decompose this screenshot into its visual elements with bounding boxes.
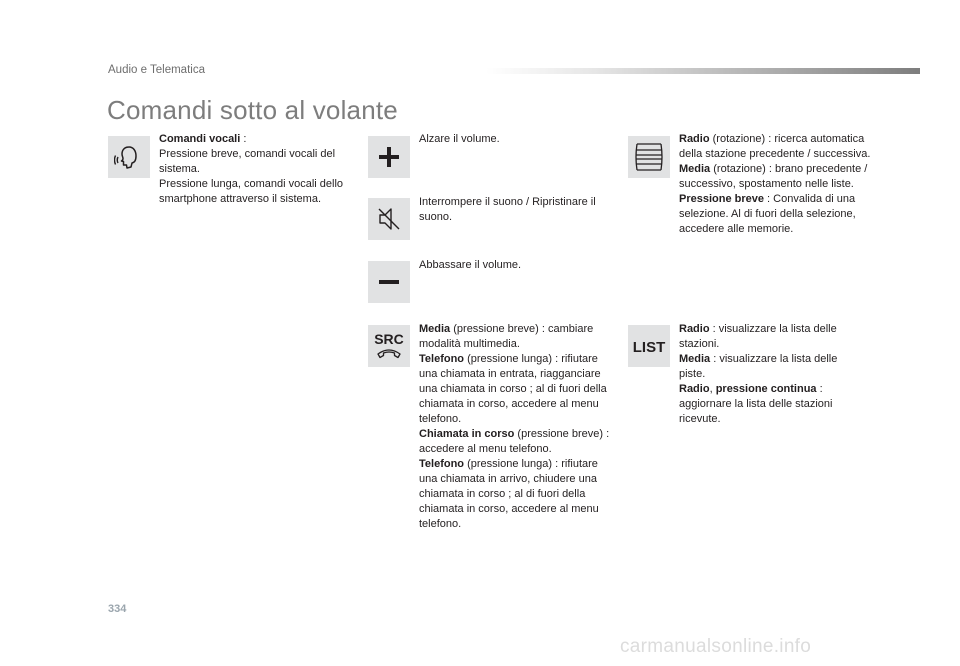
- header-gradient-bar: [486, 68, 920, 74]
- page-title: Comandi sotto al volante: [107, 95, 398, 125]
- voice-command-title: Comandi vocali: [159, 133, 241, 145]
- src-phone-icon: [368, 325, 410, 367]
- section-label: Audio e Telematica: [108, 64, 205, 76]
- thumbwheel-description: Radio (rotazione) : ricerca automatica della stazione precedente / successiva. Media (rotazione) : brano precedente / successivo, spostamento nelle liste. Pressione breve : Convalida di una selezione. Al di fuori della selezione, accedere alle memorie.: [679, 133, 871, 235]
- voice-command-icon: [108, 136, 150, 178]
- mute-icon: [368, 198, 410, 240]
- list-description: Radio : visualizzare la lista delle stazioni. Media : visualizzare la lista delle piste. Radio, pressione continua : aggiornare la lista delle stazioni ricevute.: [679, 323, 838, 425]
- list-label: LIST: [632, 339, 666, 356]
- voice-command-description: Comandi vocali : Pressione breve, comandi vocali del sistema. Pressione lunga, comandi vocali dello smartphone attraverso il sistema.: [159, 132, 347, 207]
- volume-up-description: Alzare il volume.: [419, 133, 500, 145]
- list-icon: [628, 325, 670, 367]
- voice-long-press-text: Pressione lunga, comandi vocali dello smartphone attraverso il sistema.: [159, 178, 344, 205]
- plus-icon: [368, 136, 410, 178]
- volume-down-description: Abbassare il volume.: [419, 259, 522, 271]
- src-description: Media (pressione breve) : cambiare modalità multimedia. Telefono (pressione lunga) : rifiutare una chiamata in entrata, riagganciare una chiamata in corso ; al di fuori della chiamata in corso, accedere al menu telefono. Chiamata in corso (pressione breve) : accedere al menu telefono. Telefono (pressione lunga) : rifiutare una chiamata in arrivo, chiudere una chiamata in corso ; al di fuori della chiamata in corso, accedere al menu telefono.: [419, 323, 610, 530]
- src-label: SRC: [374, 331, 404, 347]
- watermark[interactable]: carmanualsonline.info: [620, 636, 812, 657]
- thumbwheel-icon: [628, 136, 670, 178]
- mute-description: Interrompere il suono / Ripristinare il suono.: [419, 196, 596, 223]
- voice-short-press-text: Pressione breve, comandi vocali del sistema.: [159, 148, 336, 175]
- page-number: 334: [108, 603, 127, 615]
- minus-icon: [368, 261, 410, 303]
